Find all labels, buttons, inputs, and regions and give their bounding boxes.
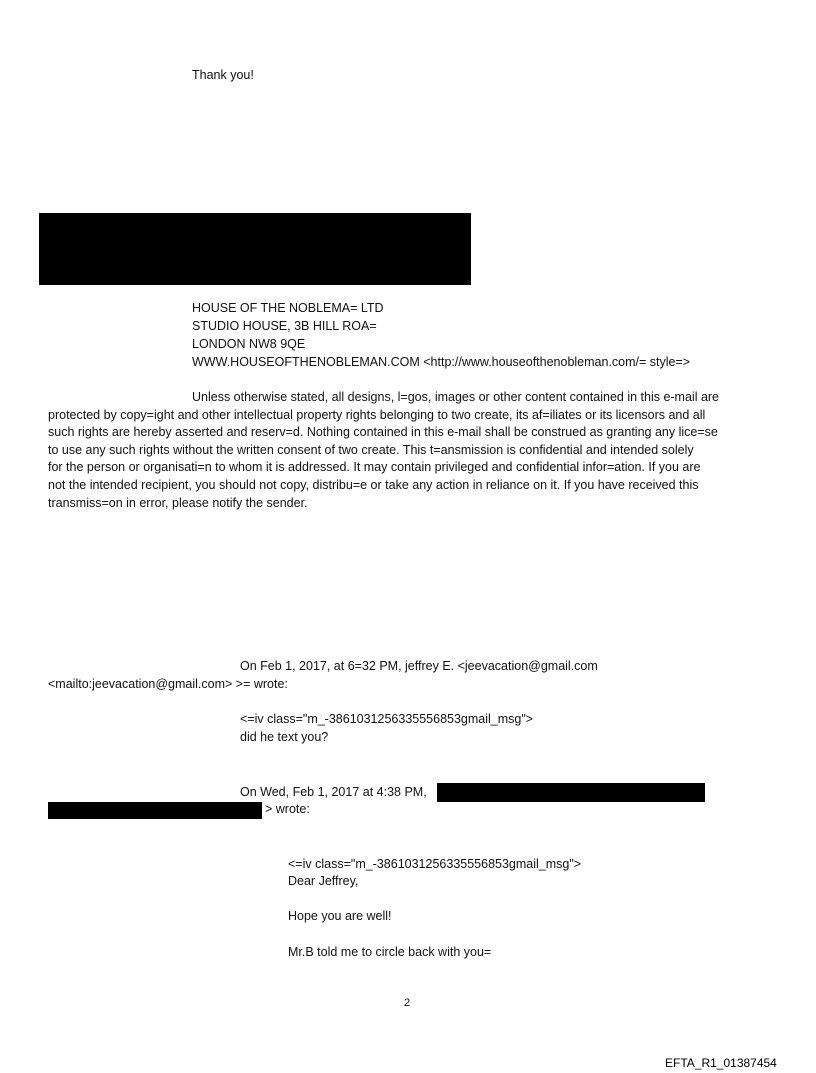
disclaimer-line: transmiss=on in error, please notify the sender.	[48, 495, 308, 510]
disclaimer-line: for the person or organisati=n to whom it is addressed. It may contain privileged and confidential infor=ation. If you are	[48, 460, 701, 475]
reply1-header-line2: <mailto:jeevacation@gmail.com> >= wrote:	[48, 677, 288, 691]
disclaimer-line: protected by copy=ight and other intellectual property rights belonging to two create, its af=iliates or its licensors and all	[48, 407, 706, 422]
disclaimer-paragraph	[48, 389, 772, 512]
document-id: EFTA_R1_01387454	[665, 1056, 777, 1070]
redaction-block-signature	[39, 213, 471, 285]
redaction-block-sender-name	[437, 783, 705, 802]
disclaimer-line: such rights are hereby asserted and reserv=d. Nothing contained in this e-mail shall be construed as granting any lice=se	[48, 425, 718, 440]
reply1-div-tag: <=iv class="m_-3861031256335556853gmail_msg">	[240, 712, 534, 726]
company-name: HOUSE OF THE NOBLEMA= LTD	[192, 301, 384, 315]
reply2-header-line1: On Wed, Feb 1, 2017 at 4:38 PM,	[240, 785, 427, 799]
reply1-body: did he text you?	[240, 730, 329, 744]
disclaimer-line: not the intended recipient, you should not copy, distribu=e or take any action in reliance on it. If you have received this	[48, 477, 699, 492]
redaction-block-sender-email	[48, 802, 262, 819]
company-address-line2: LONDON NW8 9QE	[192, 337, 306, 351]
page-number: 2	[404, 997, 411, 1009]
reply2-line1: Hope you are well!	[288, 909, 392, 923]
reply2-line2: Mr.B told me to circle back with you=	[288, 945, 492, 959]
disclaimer-line: Unless otherwise stated, all designs, l=gos, images or other content contained in this e-mail are	[192, 390, 720, 404]
reply2-greeting: Dear Jeffrey,	[288, 874, 359, 888]
reply2-header-line2: > wrote:	[265, 802, 310, 816]
reply1-header-line1: On Feb 1, 2017, at 6=32 PM, jeffrey E. <jeevacation@gmail.com	[240, 659, 598, 673]
reply2-div-tag: <=iv class="m_-3861031256335556853gmail_msg">	[288, 857, 582, 871]
company-website: WWW.HOUSEOFTHENOBLEMAN.COM <http://www.houseofthenobleman.com/= style=>	[192, 355, 691, 369]
thank-you-text: Thank you!	[192, 68, 254, 82]
company-address-line1: STUDIO HOUSE, 3B HILL ROA=	[192, 319, 377, 333]
disclaimer-line: to use any such rights without the written consent of two create. This t=ansmission is confidential and intended solely	[48, 442, 694, 457]
